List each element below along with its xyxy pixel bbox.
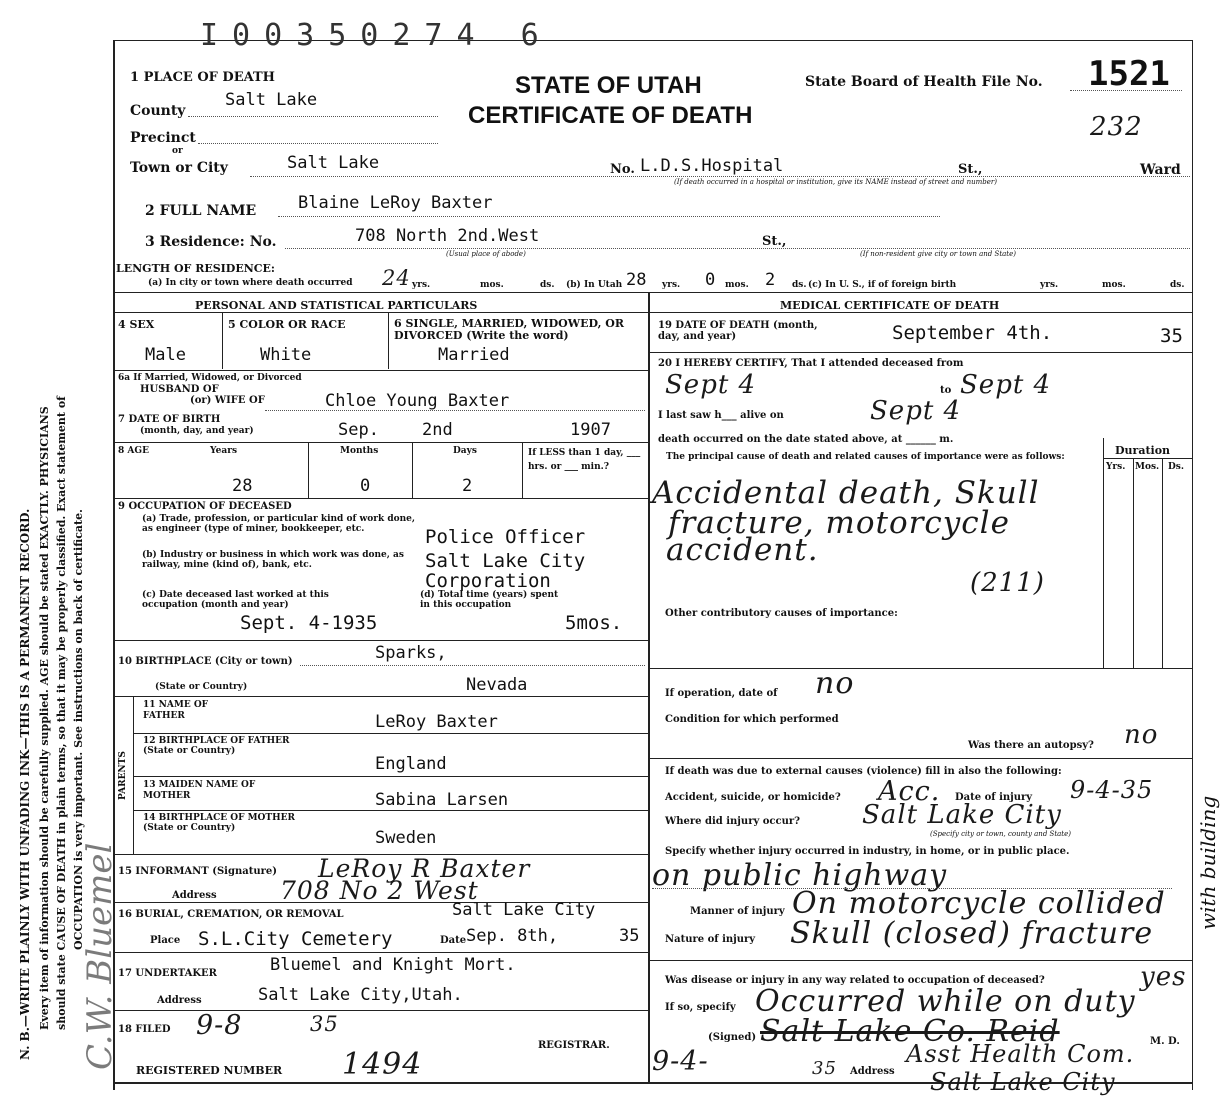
if-so-label: If so, specify (665, 1002, 736, 1013)
abode-note: (Usual place of abode) (446, 250, 526, 258)
principal-cause-label: The principal cause of death and related causes of importance were as follows: (666, 452, 1065, 462)
county-value: Salt Lake (225, 90, 318, 110)
filed-date: 9-8 (196, 1010, 243, 1041)
instruction-line-3: should state CAUSE OF DEATH in plain terms, so that it may be properly classified. Exact statement of (55, 396, 68, 1030)
ds-label-1: ds. (540, 280, 555, 290)
full-name-underline (278, 216, 940, 217)
serial-number: I00350274 6 (200, 18, 553, 53)
full-name-value: Blaine LeRoy Baxter (298, 193, 493, 213)
duration-ds: Ds. (1168, 462, 1185, 472)
duration-left-line (1103, 438, 1104, 668)
sex-value: Male (145, 345, 186, 365)
town-value: Salt Lake (287, 153, 380, 173)
physician-address-label: Address (850, 1066, 895, 1077)
date-of-death-label: 19 DATE OF DEATH (month, day, and year) (658, 320, 818, 342)
signed-value: Salt Lake Co. Reid (760, 1014, 1060, 1049)
manner-value: On motorcycle collided (792, 886, 1166, 921)
father-bp-value: England (375, 754, 447, 774)
duration-label: Duration (1115, 444, 1171, 457)
row-divider-17 (113, 1010, 648, 1011)
external-causes-label: If death was due to external causes (violence) fill in also the following: (665, 766, 1062, 777)
death-occurred-label: death occurred on the date stated above, at ______ m. (658, 434, 954, 445)
occupation-label: 9 OCCUPATION OF DECEASED (118, 501, 292, 512)
medical-section-title: MEDICAL CERTIFICATE OF DEATH (780, 299, 1000, 312)
where-injury-label: Where did injury occur? (665, 816, 801, 827)
yrs-label-2: yrs. (662, 280, 681, 290)
where-injury-note: (Specify city or town, county and State) (930, 830, 1071, 838)
nonresident-note: (If non-resident give city or town and State) (860, 250, 1016, 258)
duration-col-2 (1133, 458, 1134, 668)
industry-line-2: Corporation (425, 570, 551, 592)
cause-line-3: accident. (666, 532, 819, 568)
town-label: Town or City (130, 160, 228, 176)
nature-value: Skull (closed) fracture (790, 916, 1154, 951)
if-so-value: Occurred while on duty (755, 984, 1136, 1019)
form-right-border (1192, 40, 1193, 1090)
signed-label: (Signed) (708, 1032, 757, 1043)
mos-label-2: mos. (725, 280, 749, 290)
md-label: M. D. (1150, 1036, 1180, 1047)
full-name-label: 2 FULL NAME (145, 203, 257, 219)
burial-date: Sep. 8th, (466, 926, 559, 946)
father-bp-label: 12 BIRTHPLACE OF FATHER (State or Country) (143, 736, 290, 756)
hospital-note: (If death occurred in a hospital or institution, give its NAME instead of street and number) (674, 178, 997, 186)
attended-from: Sept 4 (665, 370, 757, 400)
residence-b-years: 28 (626, 270, 647, 290)
row-divider-9 (113, 640, 648, 641)
mother-bp-label: 14 BIRTHPLACE OF MOTHER (State or Country) (143, 813, 295, 833)
med-divider-nature (648, 960, 1193, 961)
instruction-line-1: N. B.—WRITE PLAINLY WITH UNFADING INK—THIS IS A PERMANENT RECORD. (18, 508, 32, 1060)
burial-place: S.L.City Cemetery (198, 928, 393, 950)
ds-label-3: ds. (1170, 280, 1185, 290)
registered-number-label: REGISTERED NUMBER (136, 1064, 283, 1077)
age-label: 8 AGE (118, 446, 149, 456)
med-divider-contrib (648, 668, 1193, 669)
sex-label: 4 SEX (118, 318, 155, 331)
row-divider-6 (113, 370, 648, 371)
burial-label: 16 BURIAL, CREMATION, OR REMOVAL (118, 909, 344, 920)
certificate-title: CERTIFICATE OF DEATH (468, 102, 753, 129)
certificate-year: 35 (812, 1058, 837, 1079)
occupation-related-label: Was disease or injury in any way related to occupation of deceased? (665, 975, 1045, 986)
undertaker-address-label: Address (157, 995, 202, 1006)
birthplace-city: Sparks, (375, 643, 447, 663)
med-divider-autopsy (648, 758, 1193, 759)
length-residence-label: LENGTH OF RESIDENCE: (116, 262, 275, 275)
burial-date-label: Date (440, 935, 467, 946)
age-years: 28 (232, 476, 253, 496)
precinct-underline (198, 143, 438, 144)
certificate-date: 9-4- (652, 1046, 709, 1077)
duration-yrs: Yrs. (1106, 462, 1126, 472)
spouse-value: Chloe Young Baxter (325, 391, 510, 411)
place-of-death-label: 1 PLACE OF DEATH (130, 70, 275, 85)
residence-divider (113, 292, 1193, 293)
age-div-1 (308, 442, 309, 498)
dob-month: Sep. (338, 420, 379, 440)
med-divider-19 (648, 352, 1193, 353)
birthplace-underline (300, 665, 645, 666)
ward-label: Ward (1140, 162, 1181, 178)
color-divider (388, 313, 389, 369)
instruction-line-2: Every item of information should be carefully supplied. AGE should be stated EXACTLY. PHYSICIANS (38, 406, 51, 1030)
age-months: 0 (360, 476, 371, 496)
row-divider-11 (133, 733, 648, 734)
spouse-label-2: HUSBAND OF (140, 384, 219, 395)
accident-value: Acc. (878, 776, 941, 807)
local-file-number: 232 (1090, 112, 1143, 142)
residence-value: 708 North 2nd.West (355, 226, 540, 246)
residence-a-label: (a) In city or town where death occurred (148, 278, 353, 288)
injury-date-value: 9-4-35 (1070, 776, 1154, 804)
margin-note: with building (1196, 795, 1220, 930)
physician-address-1: Asst Health Com. (906, 1040, 1135, 1068)
or-label: or (172, 146, 183, 156)
contributory-label: Other contributory causes of importance: (665, 608, 898, 619)
spouse-underline (265, 410, 645, 411)
filed-year: 35 (310, 1012, 339, 1036)
ds-label-2: ds. (792, 280, 807, 290)
color-value: White (260, 345, 312, 365)
marital-label: 6 SINGLE, MARRIED, WIDOWED, OR DIVORCED (Write the word) (394, 317, 625, 342)
age-days-label: Days (453, 446, 477, 456)
dob-sub-label: (month, day, and year) (140, 426, 254, 436)
filed-label: 18 FILED (118, 1024, 171, 1035)
date-of-death-year: 35 (1160, 325, 1183, 347)
parents-label: PARENTS (118, 751, 128, 800)
birthplace-label: 10 BIRTHPLACE (City or town) (118, 656, 293, 667)
specify-place-value: on public highway (652, 858, 948, 893)
cause-code: (211) (970, 568, 1045, 598)
informant-label: 15 INFORMANT (Signature) (118, 866, 277, 877)
undertaker-value: Bluemel and Knight Mort. (270, 955, 516, 975)
marital-value: Married (438, 345, 510, 365)
section-header-line (113, 312, 1193, 313)
undertaker-address: Salt Lake City,Utah. (258, 985, 463, 1005)
informant-signature: LeRoy R Baxter (318, 854, 531, 883)
manner-label: Manner of injury (690, 906, 785, 917)
instruction-line-4: OCCUPATION is very important. See instructions on back of certificate. (72, 509, 85, 950)
mos-label-3: mos. (1102, 280, 1126, 290)
informant-address-label: Address (172, 890, 217, 901)
personal-section-title: PERSONAL AND STATISTICAL PARTICULARS (195, 299, 478, 312)
residence-b-days: 2 (765, 270, 776, 290)
mother-value: Sabina Larsen (375, 790, 509, 810)
last-worked-value: Sept. 4-1935 (240, 612, 378, 634)
informant-address: 708 No 2 West (280, 876, 479, 905)
county-label: County (130, 103, 186, 119)
county-underline (188, 116, 438, 117)
form-left-border (113, 40, 115, 1090)
town-underline (250, 176, 1190, 177)
operation-value: no (815, 666, 855, 701)
state-title: STATE OF UTAH (515, 72, 702, 99)
last-saw-label: I last saw h___ alive on (658, 410, 784, 421)
spouse-label-1: 6a If Married, Widowed, or Divorced (118, 373, 302, 383)
street-no-label: No. (610, 162, 635, 177)
autopsy-label: Was there an autopsy? (968, 740, 1094, 751)
spouse-label-3: (or) WIFE OF (190, 395, 265, 406)
occupation-c-label: (c) Date deceased last worked at this occupation (month and year) (142, 590, 329, 610)
autopsy-value: no (1124, 720, 1159, 750)
age-days: 2 (462, 476, 473, 496)
certify-label: 20 I HEREBY CERTIFY, That I attended deceased from (658, 358, 964, 369)
dob-day: 2nd (422, 420, 453, 440)
age-div-2 (412, 442, 413, 498)
precinct-label: Precinct (130, 130, 196, 146)
last-saw-date: Sept 4 (870, 396, 962, 426)
undertaker-stamp: C.W. Bluemel (80, 842, 120, 1070)
cause-line-2: fracture, motorcycle (668, 505, 1010, 541)
date-of-death-value: September 4th. (892, 322, 1053, 344)
residence-st-label: St., (762, 234, 787, 249)
file-no-underline (1070, 90, 1182, 91)
nature-label: Nature of injury (665, 934, 756, 945)
injury-date-label: Date of injury (955, 792, 1033, 803)
age-lessthan-label: If LESS than 1 day, ___ hrs. or ___ min.? (528, 448, 641, 472)
row-divider-16 (113, 952, 648, 953)
burial-city: Salt Lake City (452, 900, 596, 920)
town-st-label: St., (958, 162, 983, 177)
father-value: LeRoy Baxter (375, 712, 498, 732)
hospital-value: L.D.S.Hospital (640, 156, 784, 176)
mos-label-1: mos. (480, 280, 504, 290)
age-div-3 (522, 442, 523, 498)
cause-line-1: Accidental death, Skull (652, 475, 1040, 511)
row-divider-13 (133, 810, 648, 811)
row-divider-7 (113, 442, 648, 443)
duration-mos: Mos. (1135, 462, 1160, 472)
residence-b-label: (b) In Utah (566, 280, 623, 290)
condition-label: Condition for which performed (665, 714, 839, 725)
attended-to: Sept 4 (960, 370, 1052, 400)
board-file-label: State Board of Health File No. (805, 74, 1043, 90)
physician-address-2: Salt Lake City (930, 1068, 1116, 1096)
yrs-label-3: yrs. (1040, 280, 1059, 290)
burial-place-label: Place (150, 935, 181, 946)
occupation-d-label: (d) Total time (years) spent in this occupation (420, 590, 559, 610)
attended-to-label: to (940, 385, 952, 396)
duration-col-3 (1162, 458, 1163, 668)
residence-a-years: 24 (382, 266, 411, 290)
birthplace-state: Nevada (466, 675, 528, 695)
mother-label: 13 MAIDEN NAME OF MOTHER (143, 780, 256, 801)
residence-c-label: (c) In U. S., if of foreign birth (808, 280, 957, 290)
dob-label: 7 DATE OF BIRTH (118, 414, 221, 425)
parents-divider (133, 696, 134, 854)
row-divider-10 (113, 696, 648, 697)
father-label: 11 NAME OF FATHER (143, 700, 209, 721)
registrar-label: REGISTRAR. (538, 1040, 610, 1051)
where-injury-value: Salt Lake City (862, 800, 1062, 830)
industry-line-1: Salt Lake City (425, 550, 586, 572)
occupation-related-value: yes (1140, 962, 1187, 992)
residence-b-months: 0 (705, 270, 716, 290)
burial-year: 35 (619, 926, 640, 946)
age-years-label: Years (210, 446, 238, 456)
row-divider-8 (113, 498, 648, 499)
residence-label: 3 Residence: No. (145, 234, 277, 250)
board-file-number: 1521 (1088, 54, 1170, 94)
row-divider-12 (133, 776, 648, 777)
occupation-b-label: (b) Industry or business in which work was done, as railway, mine (kind of), bank, etc. (142, 550, 404, 570)
birthplace-state-label: (State or Country) (155, 682, 248, 692)
mother-bp-value: Sweden (375, 828, 437, 848)
duration-header-line (1103, 458, 1193, 459)
undertaker-label: 17 UNDERTAKER (118, 968, 217, 979)
dob-year: 1907 (570, 420, 611, 440)
accident-label: Accident, suicide, or homicide? (665, 792, 841, 803)
occupation-a-label: (a) Trade, profession, or particular kind of work done, as engineer (type of miner, bookkeeper, etc. (142, 514, 416, 534)
occupation-value: Police Officer (425, 526, 586, 548)
registered-number: 1494 (342, 1047, 423, 1082)
age-months-label: Months (340, 446, 379, 456)
specify-place-label: Specify whether injury occurred in industry, in home, or in public place. (665, 846, 1070, 857)
color-label: 5 COLOR OR RACE (228, 318, 346, 331)
residence-underline (285, 248, 1190, 249)
column-divider (648, 292, 650, 1082)
operation-label: If operation, date of (665, 688, 778, 699)
yrs-label-1: yrs. (412, 280, 431, 290)
total-time-value: 5mos. (565, 612, 623, 634)
sex-divider (222, 313, 223, 369)
